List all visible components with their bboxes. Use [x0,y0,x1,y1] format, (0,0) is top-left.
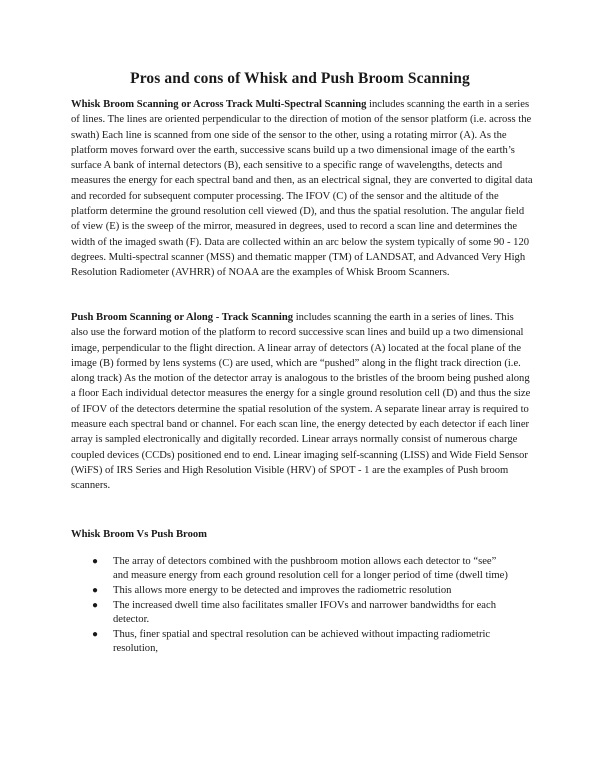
list-item [71,584,511,598]
bullet-icon: ● [92,584,99,596]
list-item-text: The increased dwell time also facilitates smaller IFOVs and narrower bandwidths for each detector. [113,599,497,625]
list-item-text: This allows more energy to be detected and improves the radiometric resolution [113,584,452,596]
whisk-broom-paragraph [71,97,533,281]
whisk-broom-heading: Whisk Broom Scanning or Across Track Multi-Spectral Scanning [71,99,367,110]
push-broom-body: includes scanning the earth in a series of lines. This also use the forward motion of the platform to record successive scan lines and build up a two dimensional image, perpendicular to the flight direction. A linear array of detectors (A) located at the focal plane of the image (B) formed by lens systems (C) are used, which are “pushed” along in the flight track direction (i.e. along track) As the motion of the detector array is analogous to the bristles of the broom being pushed along a floor Each individual detector measures the energy for a single ground resolution cell (D) and thus the size of IFOV of the detectors determine the spatial resolution of the system. A separate linear array is required to measure each spectral band or channel. For each scan line, the energy detected by each detector if each liner array is sampled electronically and digitally recorded. Linear arrays normally consist of numerous charge coupled devices (CCDs) positioned end to end. Linear imaging self-scanning (LISS) and Wide Field Sensor (WiFS) of IRS Series and High Resolution Visible (HRV) of SPOT - 1 are the examples of Push broom scanners. [71,312,531,492]
comparison-list [71,555,511,656]
push-broom-heading: Push Broom Scanning or Along - Track Scanning [71,312,294,323]
whisk-broom-body: includes scanning the earth in a series of lines. The lines are oriented perpendicular to the direction of motion of the sensor platform (i.e. across the swath) Each line is scanned from one side of the sensor to the other, using a rotating mirror (A). As the platform moves forward over the earth, successive scans build up a two dimensional image of the earth’s surface A bank of internal detectors (B), each sensitive to a specific range of wavelengths, detects and measures the energy for each spectral band and then, as an electrical signal, they are converted to digital data and recorded for subsequent computer processing. The IFOV (C) of the sensor and the altitude of the platform determine the ground resolution cell viewed (D), and thus the spatial resolution. The angular field of view (E) is the sweep of the mirror, measured in degrees, used to record a scan line and determines the width of the imaged swath (F). Data are collected within an arc below the system typically of some 90 - 120 degrees. Multi-spectral scanner (MSS) and thematic mapper (TM) of LANDSAT, and Advanced Very High Resolution Radiometer (AVHRR) of NOAA are the examples of Whisk Broom Scanners. [71,99,533,279]
bullet-icon: ● [92,556,99,567]
page-title: Pros and cons of Whisk and Push Broom Scanning [130,70,470,87]
list-item-text: The array of detectors combined with the pushbroom motion allows each detector to “see” and measure energy from each ground resolution cell for a longer period of time (dwell time) [113,556,508,582]
comparison-heading: Whisk Broom Vs Push Broom [71,529,207,540]
list-item [71,555,511,583]
list-item [71,599,511,627]
bullet-icon: ● [92,599,99,611]
push-broom-paragraph [71,310,533,494]
list-item-text: Thus, finer spatial and spectral resolution can be achieved without impacting radiometric resolution, [113,628,491,654]
bullet-icon: ● [92,628,99,640]
list-item [71,628,511,656]
